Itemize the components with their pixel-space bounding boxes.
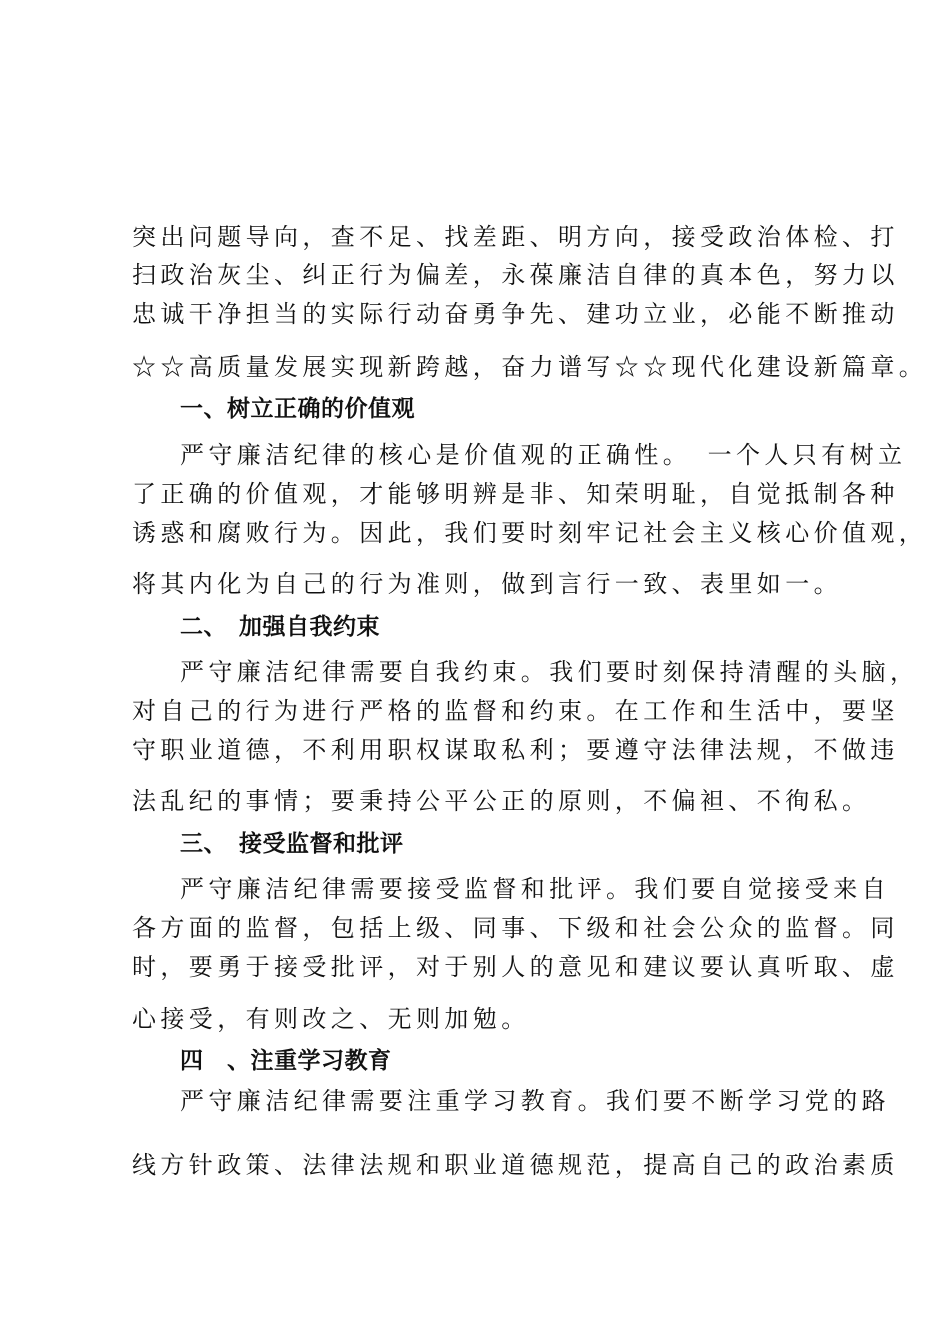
paragraph-line: 严守廉洁纪律需要接受监督和批评。我们要自觉接受来自 (180, 875, 890, 903)
paragraph-line: 各方面的监督，包括上级、同事、下级和社会公众的监督。同 (132, 914, 899, 942)
section-heading: 二、 加强自我约束 (180, 614, 380, 640)
paragraph-line: 时，要勇于接受批评，对于别人的意见和建议要认真听取、虚 (132, 953, 899, 981)
section-heading: 一、树立正确的价值观 (180, 396, 415, 422)
paragraph-line: 将其内化为自己的行为准则，做到言行一致、表里如一。 (132, 570, 842, 598)
paragraph-line: 法乱纪的事情；要秉持公平公正的原则，不偏袒、不徇私。 (132, 787, 871, 815)
paragraph-line: 了正确的价值观，才能够明辨是非、知荣明耻，自觉抵制各种 (132, 480, 899, 508)
paragraph-line: 严守廉洁纪律需要自我约束。我们要时刻保持清醒的头脑， (180, 658, 919, 686)
section-heading: 四 、注重学习教育 (180, 1048, 392, 1074)
section-heading: 三、 接受监督和批评 (180, 831, 404, 857)
paragraph-line: 心接受，有则改之、无则加勉。 (132, 1005, 530, 1033)
paragraph-line: 对自己的行为进行严格的监督和约束。在工作和生活中，要坚 (132, 697, 899, 725)
paragraph-line: 严守廉洁纪律需要注重学习教育。我们要不断学习党的路 (180, 1087, 890, 1115)
paragraph-line: 守职业道德，不利用职权谋取私利；要遵守法律法规，不做违 (132, 736, 899, 764)
paragraph-line: 线方针政策、法律法规和职业道德规范，提高自己的政治素质 (132, 1151, 899, 1179)
paragraph-line: ☆☆高质量发展实现新跨越，奋力谱写☆☆现代化建设新篇章。 (132, 353, 928, 381)
paragraph-line: 忠诚干净担当的实际行动奋勇争先、建功立业，必能不断推动 (132, 300, 899, 328)
paragraph-line: 突出问题导向，查不足、找差距、明方向，接受政治体检、打 (132, 223, 899, 251)
paragraph-line: 严守廉洁纪律的核心是价值观的正确性。 一个人只有树立 (180, 441, 907, 469)
paragraph-line: 诱惑和腐败行为。因此，我们要时刻牢记社会主义核心价值观， (132, 519, 928, 547)
paragraph-line: 扫政治灰尘、纠正行为偏差，永葆廉洁自律的真本色，努力以 (132, 261, 899, 289)
